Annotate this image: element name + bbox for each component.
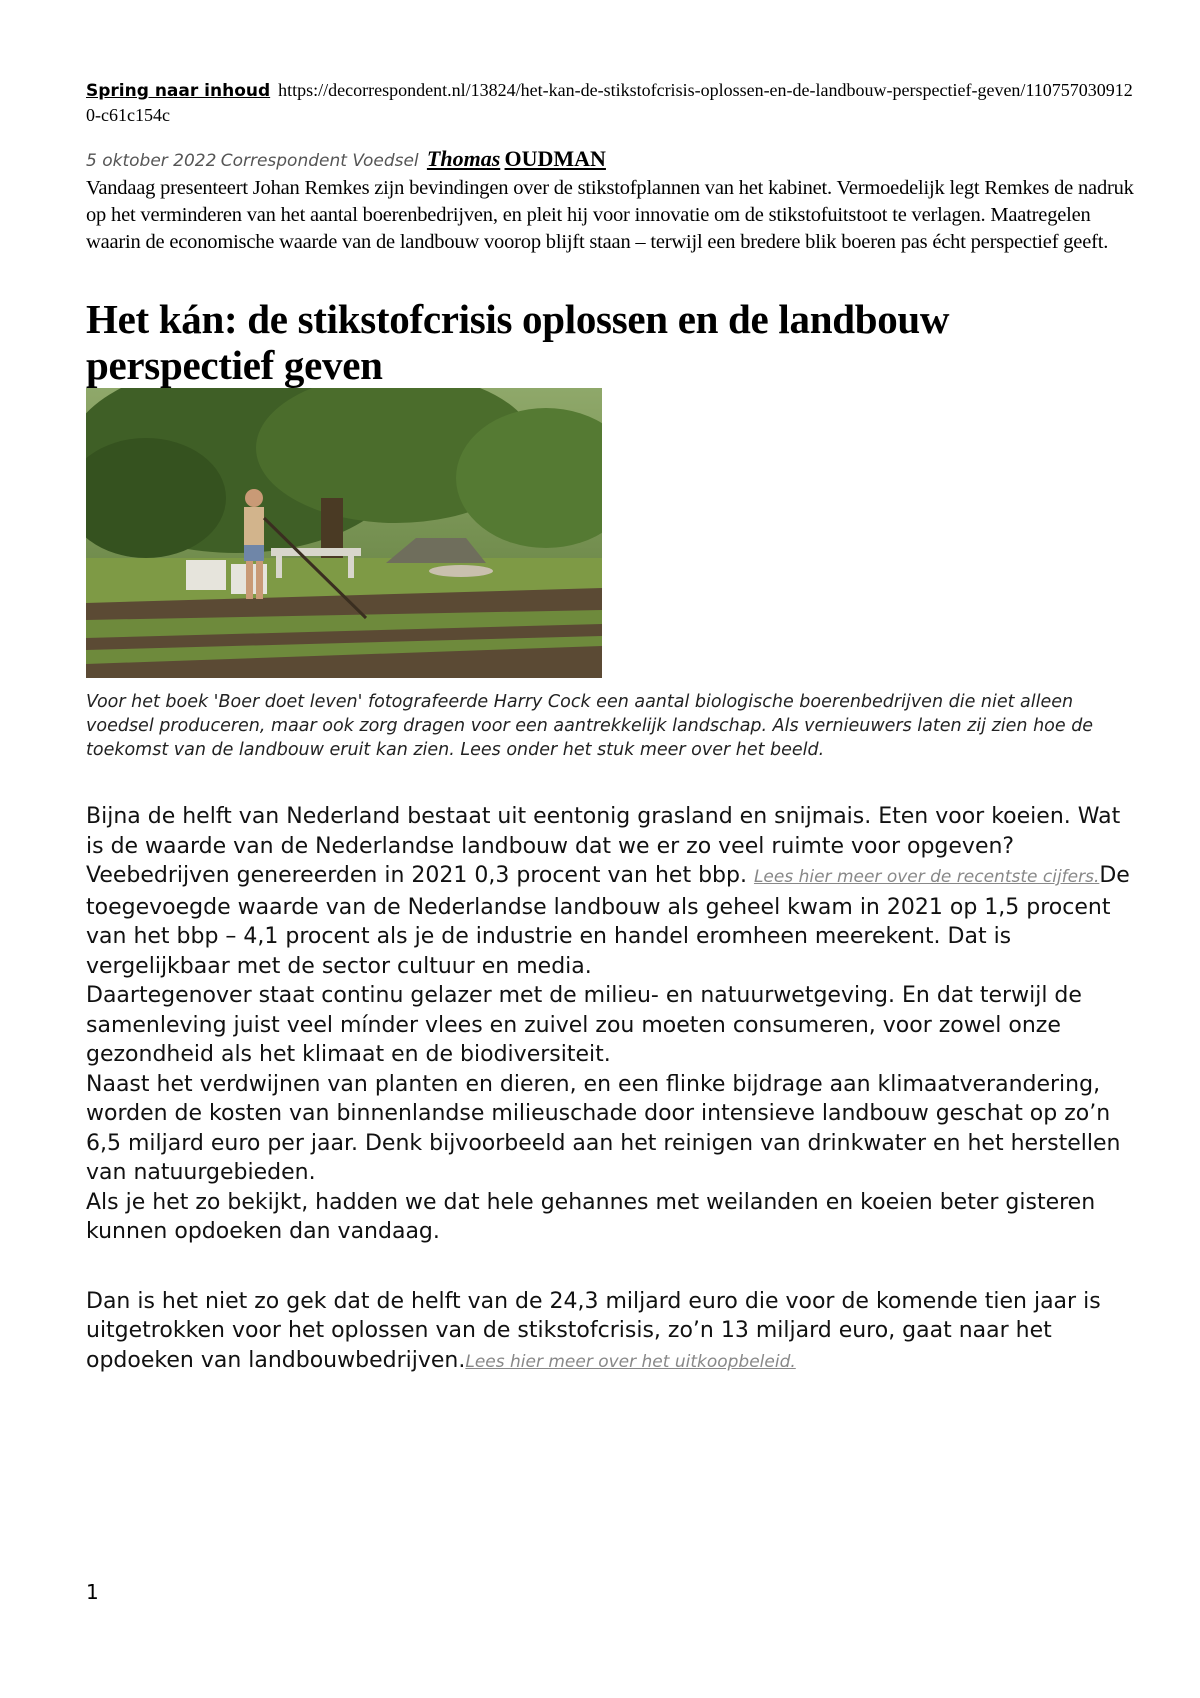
paragraph-text: Dan is het niet zo gek dat de helft van de 24,3 miljard euro die voor de komende tien jaar is uitgetrokken voor het oplossen van de stikstofcrisis, zo’n 13 miljard euro, gaat naar het opdoeken van landbouwbedrijven. — [86, 1288, 1101, 1373]
article-meta — [86, 147, 1136, 173]
paragraph: Daartegenover staat continu gelazer met de milieu- en natuurwetgeving. En dat terwijl de samenleving juist veel mínder vlees en zuivel zou moeten consumeren, voor zowel onze gezondheid als het klimaat en de biodiversiteit. — [86, 983, 1082, 1067]
paragraph: Naast het verdwijnen van planten en dieren, en een flinke bijdrage aan klimaatverandering, worden de kosten van binnenlandse milieuschade door intensieve landbouw geschat op zo’n 6,5 miljard euro per jaar. Denk bijvoorbeeld aan het reinigen van drinkwater en het herstellen van natuurgebieden. — [86, 1071, 1121, 1185]
figures-link[interactable]: Lees hier meer over de recentste cijfers. — [753, 867, 1100, 887]
document-page — [86, 78, 1136, 1377]
paragraph — [86, 1287, 1136, 1378]
buyout-policy-link[interactable]: Lees hier meer over het uitkoopbeleid. — [465, 1351, 796, 1372]
paragraph: Bijna de helft van Nederland bestaat uit eentonig grasland en snijmais. Eten voor koeien. Wat is de waarde van de Nederlandse landbouw dat we er zo veel ruimte voor opgeven? — [86, 804, 1121, 859]
article-title: Het kán: de stikstofcrisis oplossen en de landbouw perspectief geven — [86, 296, 950, 388]
article-photo — [86, 388, 602, 678]
paragraph-text: De toegevoegde waarde van de Nederlandse landbouw als geheel kwam in 2021 op 1,5 procent van het bbp – 4,1 procent als je de industrie en handel eromheen meerekent. Dat is vergelijkbaar met de sector cultuur en media. — [86, 863, 1130, 979]
body-section-1 — [86, 802, 1136, 1247]
page-number: 1 — [86, 1580, 99, 1604]
article-body — [86, 802, 1136, 1377]
body-section-2 — [86, 1287, 1136, 1378]
skip-to-content-link[interactable]: Spring naar inhoud — [86, 81, 271, 101]
author-last-name[interactable]: OUDMAN — [504, 146, 606, 171]
paragraph-text: Veebedrijven genereerden in 2021 0,3 procent van het bbp. — [86, 863, 754, 888]
author-first-name[interactable]: Thomas — [426, 146, 501, 171]
publish-date: 5 oktober 2022 — [86, 151, 217, 171]
author-role: Correspondent Voedsel — [220, 151, 419, 171]
photo-caption: Voor het boek 'Boer doet leven' fotografeerde Harry Cock een aantal biologische boerenbedrijven die niet alleen voedsel produceren, maar ook zorg dragen voor een aantrekkelijk landschap. Als vernieuwers laten zij zien hoe de toekomst van de landbouw eruit kan zien. Lees onder het stuk meer over het beeld. — [86, 692, 1094, 760]
article-intro: Vandaag presenteert Johan Remkes zijn bevindingen over de stikstofplannen van het kabinet. Vermoedelijk legt Remkes de nadruk op het verminderen van het aantal boerenbedrijven, en pleit hij voor innovatie om de stikstofuitstoot te verlagen. Maatregelen waarin de economische waarde van de landbouw voorop blijft staan – terwijl een bredere blik boeren pas écht perspectief geeft. — [86, 177, 1134, 253]
paragraph — [86, 861, 1136, 981]
paragraph: Als je het zo bekijkt, hadden we dat hele gehannes met weilanden en koeien beter gisteren kunnen opdoeken dan vandaag. — [86, 1189, 1096, 1244]
article-url: https://decorrespondent.nl/13824/het-kan-de-stikstofcrisis-oplossen-en-de-landbouw-perspectief-geven/1107570309120-c61c154c — [86, 80, 1133, 125]
header-line — [86, 78, 1136, 127]
